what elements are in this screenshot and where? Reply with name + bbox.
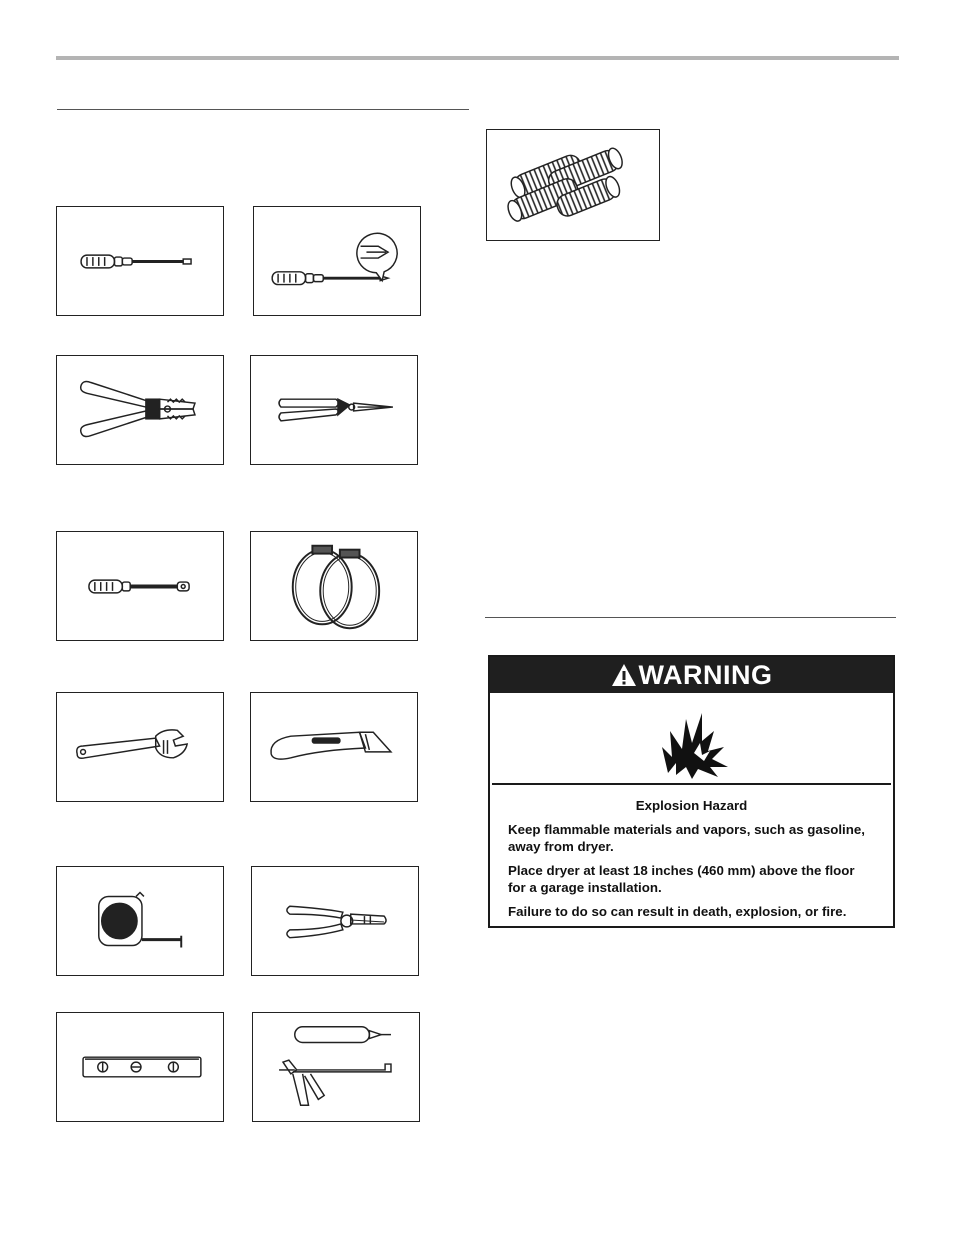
utility-knife-icon [251, 693, 417, 801]
pliers-icon [252, 867, 418, 975]
adjustable-wrench-icon [57, 693, 223, 801]
nut-driver [56, 531, 224, 641]
tape-measure [56, 866, 224, 976]
vent-duct [486, 129, 660, 241]
warning-line-3: Failure to do so can result in death, explosion, or fire. [508, 904, 847, 919]
pliers [251, 866, 419, 976]
warning-body [490, 785, 893, 927]
warning-line-1: Keep flammable materials and vapors, such as gasoline, away from dryer. [508, 822, 865, 854]
tape-measure-icon [57, 867, 223, 975]
hose-clamp-icon [251, 532, 417, 640]
phillips-screwdriver [253, 206, 421, 316]
flexible-duct-icon [487, 130, 659, 240]
adjustable-wrench [56, 692, 224, 802]
warning-icon-panel [492, 695, 891, 785]
phillips-screwdriver-icon [254, 207, 420, 315]
warning-line-2: Place dryer at least 18 inches (460 mm) above the floor for a garage installation. [508, 863, 855, 895]
right-section-rule [485, 617, 896, 618]
warning-triangle-icon [611, 663, 637, 687]
left-section-rule [57, 109, 469, 110]
caulking-gun [252, 1012, 420, 1122]
level-icon [57, 1013, 223, 1121]
warning-header [490, 657, 893, 693]
level [56, 1012, 224, 1122]
flat-blade-screwdriver [56, 206, 224, 316]
wire-stripper [56, 355, 224, 465]
explosion-icon [492, 695, 891, 783]
page-header-rule [56, 56, 899, 60]
flat-screwdriver-icon [57, 207, 223, 315]
nut-driver-icon [57, 532, 223, 640]
explosion-warning-box [488, 655, 895, 928]
tin-snips-icon [251, 356, 417, 464]
warning-title: WARNING [638, 659, 773, 690]
wire-stripper-icon [57, 356, 223, 464]
duct-pliers [250, 355, 418, 465]
utility-knife [250, 692, 418, 802]
caulking-gun-icon [253, 1013, 419, 1121]
duct-clamps [250, 531, 418, 641]
hazard-name: Explosion Hazard [635, 798, 748, 813]
